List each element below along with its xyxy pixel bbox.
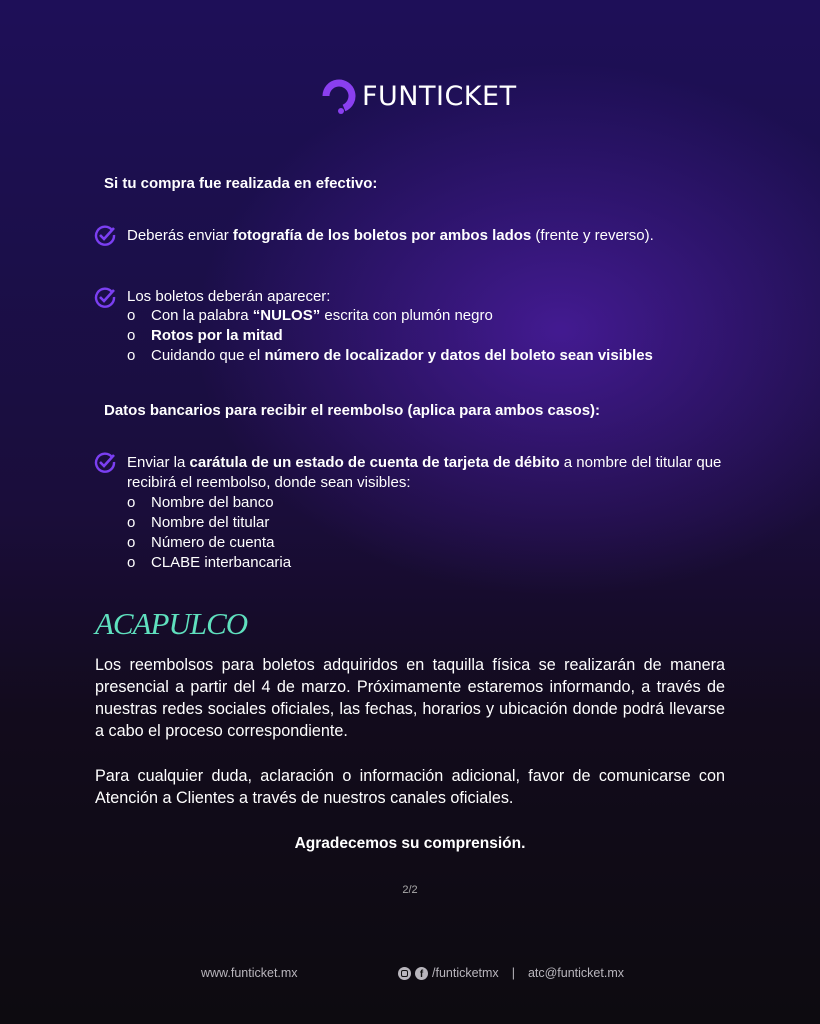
sub-item: o Número de cuenta [127,534,275,551]
check-circle-icon [94,286,116,308]
cash-item-tickets: Los boletos deberán aparecer: [127,288,331,305]
acapulco-title: ACAPULCO [95,606,248,641]
acapulco-paragraph: Los reembolsos para boletos adquiridos en taquilla física se realizarán de manera presencial a partir del 4 de marzo. Próximamente estaremos informando, a través de nuestras redes sociales oficiales, las fechas, horarios y ubicación donde podrá llevarse a cabo el proceso correspondiente. [95,656,725,740]
sub-item: o CLABE interbancaria [127,554,292,571]
funticket-logo [322,78,517,114]
thanks-text: Agradecemos su comprensión. [294,835,526,852]
sub-item: o Nombre del banco [127,494,274,511]
email-link[interactable]: atc@funticket.mx [527,966,624,980]
bank-item: Enviar la carátula de un estado de cuenta de tarjeta de débito a nombre del titular que recibirá el reembolso, donde sean visibles: o Nombre del banco o Nombre del titular o Número de cuenta o CLABE interbancaria [127,454,722,571]
contact-paragraph: Para cualquier duda, aclaración o información adicional, favor de comunicarse con Atención a Clientes a través de nuestros canales oficiales. [95,767,725,807]
cash-heading: Si tu compra fue realizada en efectivo: [104,175,378,192]
page-number: 2/2 [402,884,418,896]
website-link[interactable]: www.funticket.mx [201,966,298,980]
bank-heading: Datos bancarios para recibir el reembolso (aplica para ambos casos): [104,402,601,419]
logo-mark-icon [322,78,356,114]
facebook-icon[interactable]: f [415,967,428,980]
cash-item-photo: Deberás enviar fotografía de los boletos por ambos lados (frente y reverso). [127,227,654,244]
check-circle-icon [94,224,116,246]
separator: | [511,966,515,980]
sub-item: o Nombre del titular [127,514,270,531]
sub-item: o Rotos por la mitad [127,327,283,344]
social-handle[interactable]: /funticketmx [432,966,499,980]
sub-item: o Con la palabra “NULOS” escrita con plumón negro [127,307,493,324]
logo-text: FUNTICKET [362,80,517,112]
instagram-icon[interactable] [398,967,411,980]
sub-item: o Cuidando que el número de localizador y datos del boleto sean visibles [127,347,653,364]
check-circle-icon [94,451,116,473]
